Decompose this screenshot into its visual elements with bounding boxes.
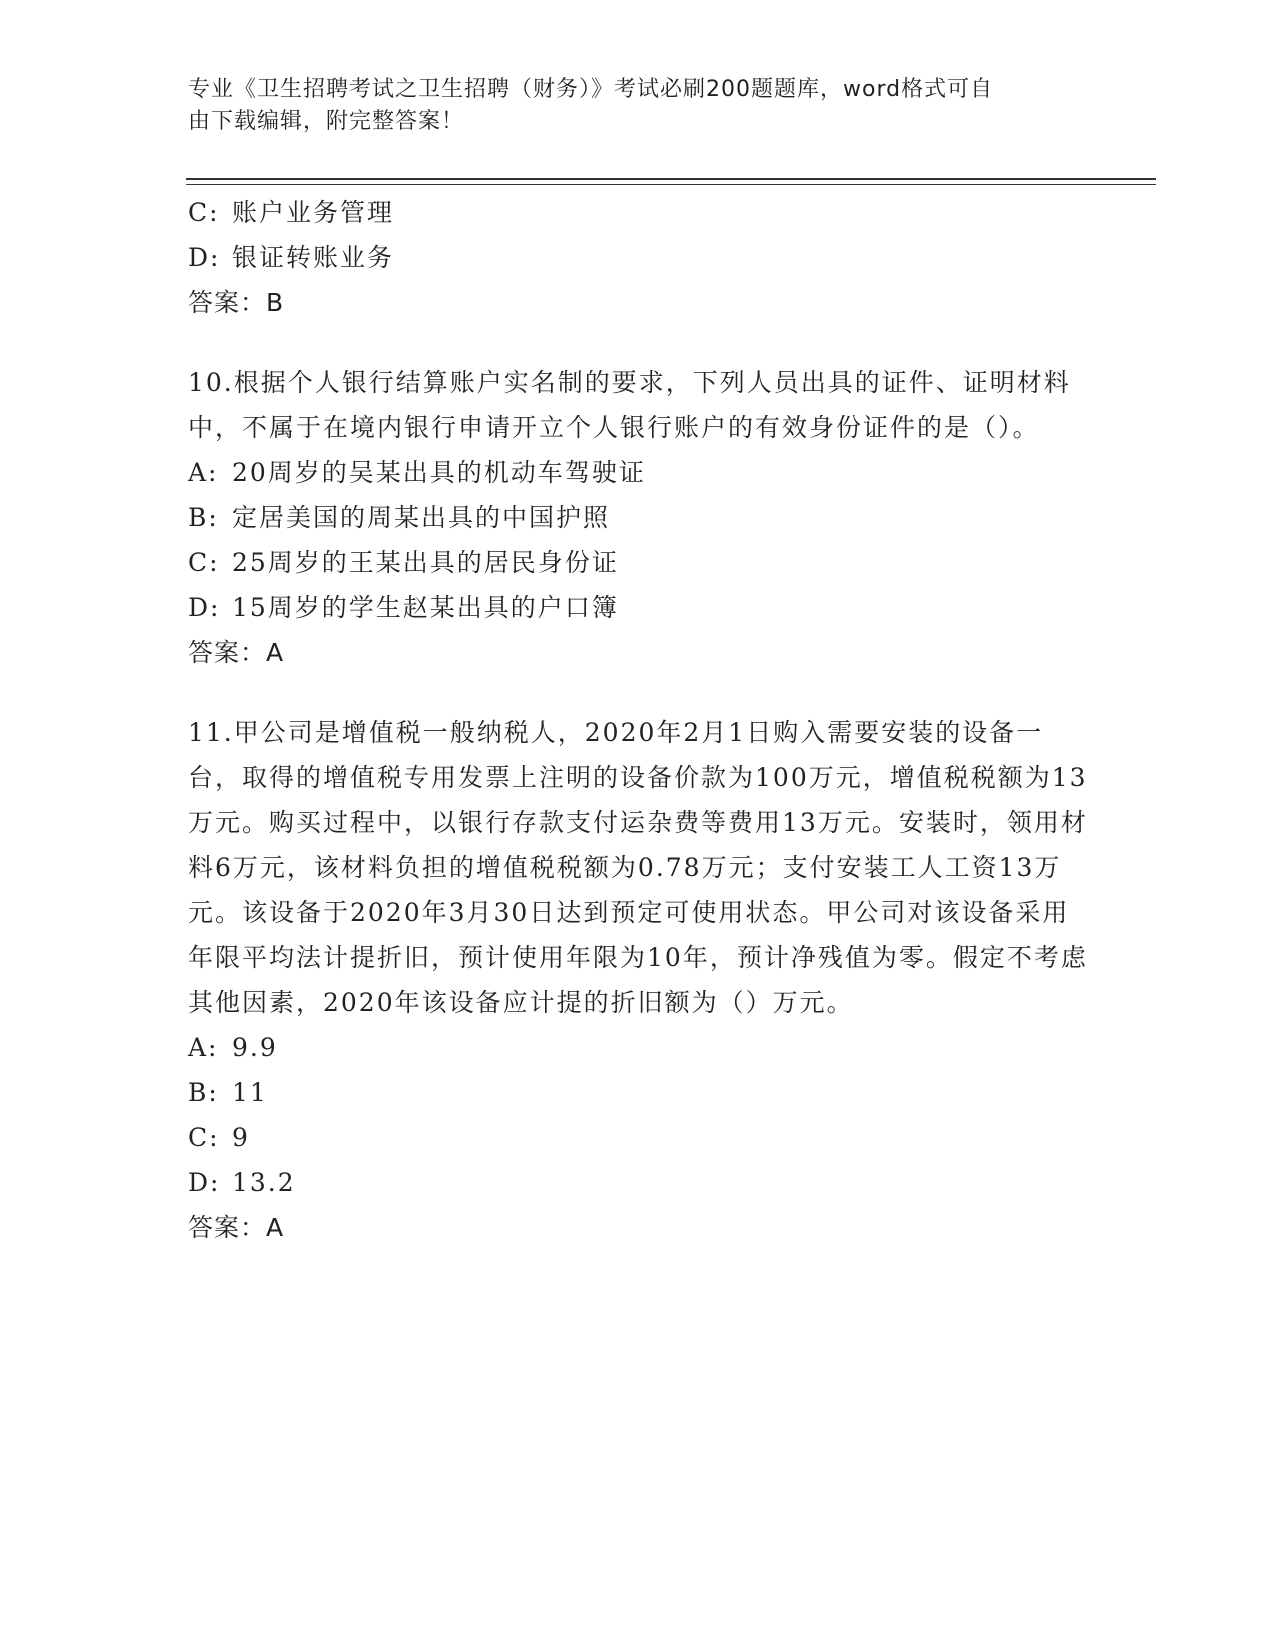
option-key: A: [188,1033,219,1062]
question-10 [188,360,1088,675]
answer-line: 答案：A [188,1213,285,1242]
option-text: 9 [232,1123,250,1152]
option-a [188,1025,1088,1070]
option-text: 15周岁的学生赵某出具的户口簿 [232,593,619,622]
question-11 [188,710,1088,1250]
option-text: 11 [232,1078,268,1107]
option-c [188,1115,1088,1160]
option-text: 定居美国的周某出具的中国护照 [232,503,611,532]
option-text: 13.2 [232,1168,296,1197]
option-d [188,585,1088,630]
option-text: 9.9 [232,1033,278,1062]
option-c [188,540,1088,585]
option-d [188,1160,1088,1205]
previous-question-tail [188,190,1088,325]
option-a [188,450,1088,495]
header-title-line-1: 专业《卫生招聘考试之卫生招聘（财务）》考试必刷200题题库，word格式可自 [188,77,994,102]
option-key: D: [188,1168,221,1197]
option-d [188,235,1088,280]
answer-line: 答案：B [188,288,285,317]
question-text: 10.根据个人银行结算账户实名制的要求，下列人员出具的证件、证明材料中，不属于在境内银行申请开立个人银行账户的有效身份证件的是（）。 [188,368,1071,442]
option-text: 银证转账业务 [232,243,395,272]
option-text: 账户业务管理 [232,198,395,227]
option-key: B: [188,503,219,532]
option-key: D: [188,593,221,622]
option-text: 20周岁的吴某出具的机动车驾驶证 [232,458,646,487]
option-key: C: [188,1123,220,1152]
question-list [188,190,1088,1250]
option-key: B: [188,1078,219,1107]
option-key: D: [188,243,221,272]
option-c [188,190,1088,235]
option-key: C: [188,548,220,577]
option-b [188,495,1088,540]
document-header [188,74,1068,138]
question-text: 11.甲公司是增值税一般纳税人，2020年2月1日购入需要安装的设备一台，取得的增值税专用发票上注明的设备价款为100万元，增值税税额为13万元。购买过程中，以银行存款支付运杂费等费用13万元。安装时，领用材料6万元，该材料负担的增值税税额为0.78万元；支付安装工人工资13万元。该设备于2020年3月30日达到预定可使用状态。甲公司对该设备采用年限平均法计提折旧，预计使用年限为10年，预计净残值为零。假定不考虑其他因素，2020年该设备应计提的折旧额为（）万元。 [188,718,1088,1017]
option-key: A: [188,458,219,487]
header-divider-thick [186,178,1156,180]
answer-line: 答案：A [188,638,285,667]
option-text: 25周岁的王某出具的居民身份证 [232,548,619,577]
option-b [188,1070,1088,1115]
header-divider-thin [186,184,1156,185]
header-title-line-2: 由下载编辑，附完整答案！ [188,109,465,134]
option-key: C: [188,198,220,227]
